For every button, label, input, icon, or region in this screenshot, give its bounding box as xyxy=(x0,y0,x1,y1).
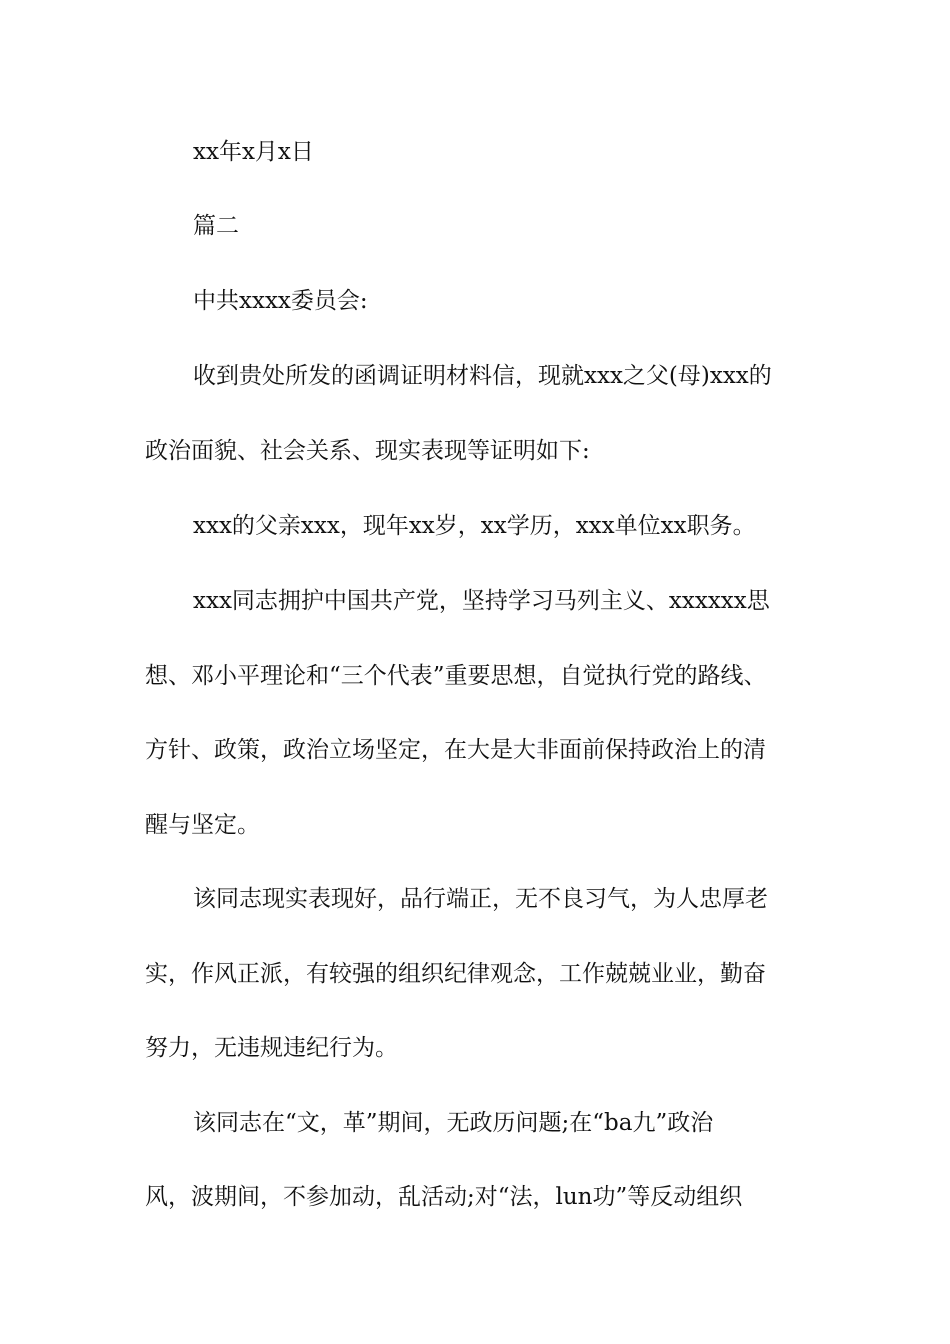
date-line: xx年x月x日 xyxy=(193,139,314,165)
body-text-line: 该同志现实表现好，品行端正，无不良习气，为人忠厚老 xyxy=(193,886,768,912)
body-text-line: 实，作风正派，有较强的组织纪律观念，工作兢兢业业，勤奋 xyxy=(145,961,766,987)
body-text-line: 该同志在“文，革”期间，无政历问题;在“ba九”政治 xyxy=(193,1110,714,1136)
body-text-line: 政治面貌、社会关系、现实表现等证明如下: xyxy=(145,438,590,464)
body-text-line: 风，波期间，不参加动，乱活动;对“法，lun功”等反动组织 xyxy=(145,1184,743,1210)
addressee-line: 中共xxxx委员会: xyxy=(193,288,368,314)
body-text-line: xxx的父亲xxx，现年xx岁，xx学历，xxx单位xx职务。 xyxy=(193,513,756,539)
body-text-line: 努力，无违规违纪行为。 xyxy=(145,1035,398,1061)
body-text-line: 想、邓小平理论和“三个代表”重要思想，自觉执行党的路线、 xyxy=(145,663,767,689)
body-text-line: xxx同志拥护中国共产党，坚持学习马列主义、xxxxxx思 xyxy=(193,588,770,614)
body-text-line: 收到贵处所发的函调证明材料信，现就xxx之父(母)xxx的 xyxy=(193,363,772,389)
body-text-line: 醒与坚定。 xyxy=(145,812,260,838)
section-heading: 篇二 xyxy=(193,213,239,239)
body-text-line: 方针、政策，政治立场坚定，在大是大非面前保持政治上的清 xyxy=(145,737,766,763)
